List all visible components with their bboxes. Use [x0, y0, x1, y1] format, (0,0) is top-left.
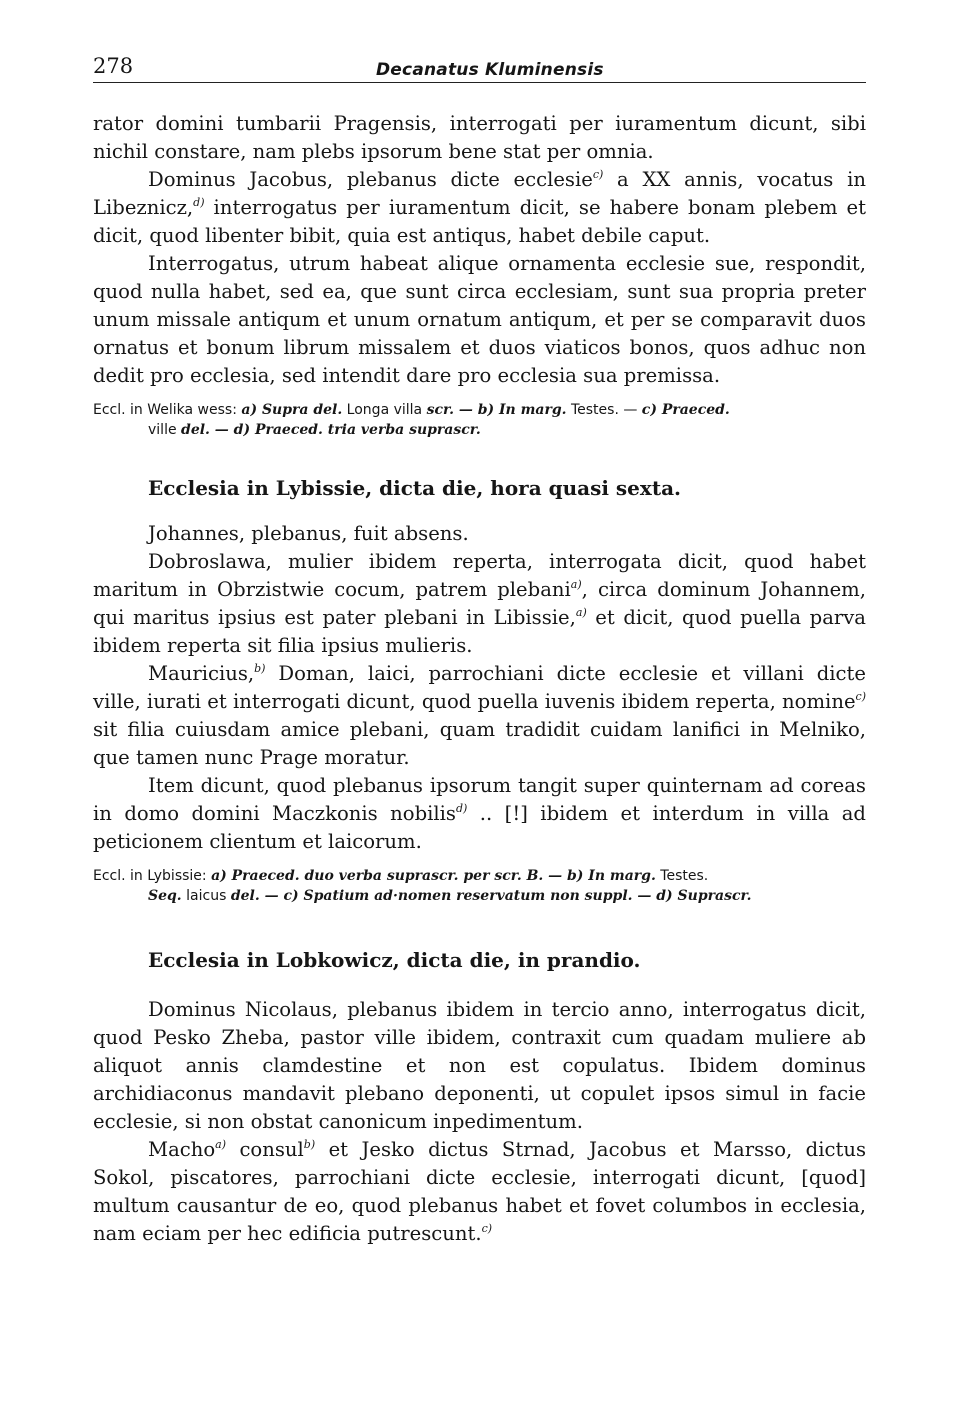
footnote-line	[93, 866, 866, 886]
footnote-line	[93, 420, 866, 440]
footnote-marker: d)	[455, 802, 468, 815]
note-text: laicus	[181, 888, 231, 904]
footnote-marker: b)	[303, 1138, 316, 1151]
footnote-line	[93, 400, 866, 420]
text-span: interrogatus per iuramentum dicit, se habere bonam plebem et dicit, quod libenter bibit, quia est antiqus, habet debile caput.	[93, 196, 866, 247]
section-heading-lobkowicz: Ecclesia in Lobkowicz, dicta die, in prandio.	[148, 948, 641, 972]
section-heading-lybissie: Ecclesia in Lybissie, dicta die, hora quasi sexta.	[148, 476, 681, 500]
footnote-marker: a)	[215, 1138, 226, 1151]
text-span: Item dicunt, quod plebanus ipsorum tangit super quinternam ad coreas in domo domini Maczkonis nobilis	[93, 774, 866, 825]
footnote-marker: b)	[254, 662, 266, 675]
note-text: Eccl. in Lybissie:	[93, 868, 212, 884]
footnote-marker: c)	[855, 690, 866, 703]
paragraph-macho	[93, 1136, 866, 1248]
paragraph-continuation: rator domini tumbarii Pragensis, interrogati per iuramentum dicunt, sibi nichil constare, nam plebs ipsorum bene stat per omnia.	[93, 112, 866, 163]
text-span: Dominus Jacobus, plebanus dicte ecclesie	[148, 168, 593, 191]
footnotes-welika-wess	[93, 400, 866, 440]
running-title: Decanatus Kluminensis	[376, 60, 604, 80]
paragraph-jacobus	[93, 166, 866, 250]
text-span: consul	[226, 1138, 304, 1161]
text-span: et Jesko dictus Strnad, Jacobus et Marsso, dictus Sokol, piscatores, parrochiani dicte ecclesie, interrogati dicunt, [quod] multum causantur de eo, quod plebanus habet et fovet columbos in ecclesia, nam eciam per hec edificia putrescunt.	[93, 1138, 866, 1245]
text-span: .. [!] ibidem et interdum in villa ad peticionem clientum et laicorum.	[93, 802, 866, 853]
text-span: Dobroslawa, mulier ibidem reperta, interrogata dicit, quod habet maritum in Obrzistwie cocum, patrem plebani	[93, 550, 866, 601]
paragraph-dobroslawa	[93, 548, 866, 660]
note-italic: del. — c) Spatium ad·nomen reservatum non suppl. — d) Suprascr.	[230, 888, 752, 904]
text-span: sit filia cuiusdam amice plebani, quam tradidit cuidam lanifici in Melniko, que tamen nunc Prage moratur.	[93, 718, 866, 769]
footnote-marker: c)	[592, 168, 604, 181]
text-span: Mauricius,	[148, 662, 255, 685]
page-header	[93, 52, 866, 83]
paragraph-interrogatus: Interrogatus, utrum habeat alique ornamenta ecclesie sue, respondit, quod nulla habet, sed ea, que sunt circa ecclesiam, sunt sua propria preter unum missale antiqum et unum ornatum antiqum, et per se comparavit duos ornatus et bonum librum missalem et duos viaticos bonos, quos adhuc non dedit pro ecclesia, sed intendit dare pro ecclesia sua premissa.	[93, 252, 866, 387]
note-italic: c) Praeced.	[641, 402, 730, 418]
note-text: Longa villa	[342, 402, 427, 418]
note-italic: del. — d) Praeced. tria verba suprascr.	[181, 422, 481, 438]
note-italic: a) Praeced. duo verba suprascr. per scr. B. — b) In marg.	[211, 868, 656, 884]
footnote-marker: a)	[570, 578, 582, 591]
paragraph-mauricius	[93, 660, 866, 772]
note-text: ville	[148, 422, 182, 438]
note-text: Testes. —	[566, 402, 642, 418]
note-text: Eccl. in Welika wess:	[93, 402, 242, 418]
footnote-marker: a)	[575, 606, 587, 619]
footnote-line	[93, 886, 866, 906]
text-span: Macho	[148, 1138, 216, 1161]
page-body	[93, 110, 866, 1248]
text-span: a XX annis, vocatus in Libeznicz,	[93, 168, 866, 219]
paragraph-nicolaus: Dominus Nicolaus, plebanus ibidem in tercio anno, interrogatus dicit, quod Pesko Zheba, pastor ville ibidem, contraxit cum quadam muliere ab aliquot annis clamdestine et non est copulatus. Ibidem dominus archidiaconus mandavit plebano deponenti, ut copulet ipsos simul in facie ecclesie, si non obstat canonicum inpedimentum.	[93, 998, 866, 1133]
page-number: 278	[93, 54, 134, 78]
text-span: et dicit, quod puella parva ibidem reperta sit filia ipsius mulieris.	[93, 606, 866, 657]
footnote-marker: c)	[481, 1222, 493, 1235]
note-text: Testes.	[655, 868, 709, 884]
paragraph-item-dicunt	[93, 772, 866, 856]
footnotes-lybissie	[93, 866, 866, 906]
note-italic: a) Supra del.	[241, 402, 343, 418]
text-span: , circa dominum Johannem, qui maritus ipsius est pater plebani in Libissie,	[93, 578, 866, 629]
paragraph-johannes: Johannes, plebanus, fuit absens.	[148, 522, 469, 545]
text-span: Doman, laici, parrochiani dicte ecclesie et villani dicte ville, iurati et interrogati dicunt, quod puella iuvenis ibidem reperta, nomine	[93, 662, 866, 713]
footnote-marker: d)	[193, 196, 205, 209]
note-italic: Seq.	[148, 888, 182, 904]
note-italic: scr. — b) In marg.	[426, 402, 567, 418]
